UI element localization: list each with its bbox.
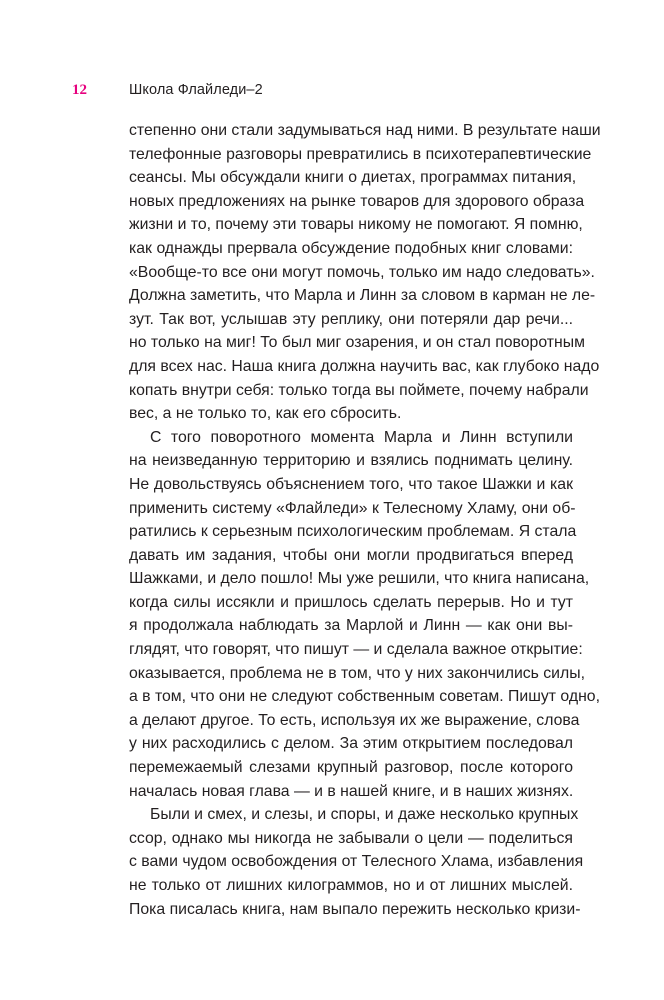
text-line: новых предложениях на рынке товаров для здорового образа — [129, 192, 585, 210]
text-line: глядят, что говорят, что пишут — и сделала важное открытие: — [129, 641, 583, 659]
text-line: на неизведанную территорию и взялись поднимать целину. — [129, 452, 573, 470]
text-line: Не довольствуясь объяснением того, что такое Шажки и как — [129, 475, 573, 493]
text-line: ссор, однако мы никогда не забывали о цели — поделиться — [129, 829, 573, 847]
body-text — [129, 119, 601, 921]
text-line: а в том, что они не следуют собственным советам. Пишут одно, — [129, 688, 600, 706]
text-line: копать внутри себя: только тогда вы поймете, почему набрали — [129, 381, 589, 399]
text-line: оказывается, проблема не в том, что у них закончились силы, — [129, 664, 585, 682]
text-line: Должна заметить, что Марла и Линн за словом в карман не ле- — [129, 287, 596, 305]
text-line: а делают другое. То есть, используя их же выражение, слова — [129, 711, 580, 729]
paragraph-first-line: Были и смех, и слезы, и споры, и даже несколько крупных — [150, 806, 579, 824]
text-line: у них расходились с делом. За этим открытием последовал — [129, 735, 573, 753]
text-line: жизни и то, почему эти товары никому не помогают. Я помню, — [129, 216, 583, 234]
text-line: началась новая глава — и в нашей книге, и в наших жизнях. — [129, 782, 574, 800]
text-line: но только на миг! То был миг озарения, и он стал поворотным — [129, 334, 585, 352]
text-line: я продолжала наблюдать за Марлой и Линн — как они вы- — [129, 617, 573, 635]
text-line: Шажками, и дело пошло! Мы уже решили, что книга написана, — [129, 570, 590, 588]
text-line: как однажды прервала обсуждение подобных книг словами: — [129, 239, 573, 257]
text-line: давать им задания, чтобы они могли продвигаться вперед — [129, 546, 573, 564]
running-title: Школа Флайледи–2 — [129, 82, 263, 98]
text-line: вес, а не только то, как его сбросить. — [129, 405, 402, 423]
page-header — [72, 82, 263, 99]
text-line: зут. Так вот, услышав эту реплику, они потеряли дар речи... — [129, 310, 573, 328]
text-line: когда силы иссякли и пришлось сделать перерыв. Но и тут — [129, 593, 573, 611]
text-line: телефонные разговоры превратились в психотерапевтические — [129, 145, 592, 163]
text-line: для всех нас. Наша книга должна научить вас, как глубоко надо — [129, 357, 600, 375]
text-line: ратились к серьезным психологическим проблемам. Я стала — [129, 523, 577, 541]
text-line: перемежаемый слезами крупный разговор, после которого — [129, 759, 573, 777]
text-line: сеансы. Мы обсуждали книги о диетах, программах питания, — [129, 169, 577, 187]
page-number: 12 — [72, 82, 87, 98]
text-line: применить систему «Флайледи» к Телесному Хламу, они об- — [129, 499, 576, 517]
text-line: «Вообще-то все они могут помочь, только им надо следовать». — [129, 263, 595, 281]
paragraph-first-line: С того поворотного момента Марла и Линн вступили — [150, 428, 573, 446]
text-line: степенно они стали задумываться над ними. В результате наши — [129, 122, 601, 139]
text-line: с вами чудом освобождения от Телесного Хлама, избавления — [129, 853, 584, 871]
text-line: не только от лишних килограммов, но и от лишних мыслей. — [129, 877, 573, 894]
text-line: Пока писалась книга, нам выпало пережить несколько кризи- — [129, 900, 581, 918]
